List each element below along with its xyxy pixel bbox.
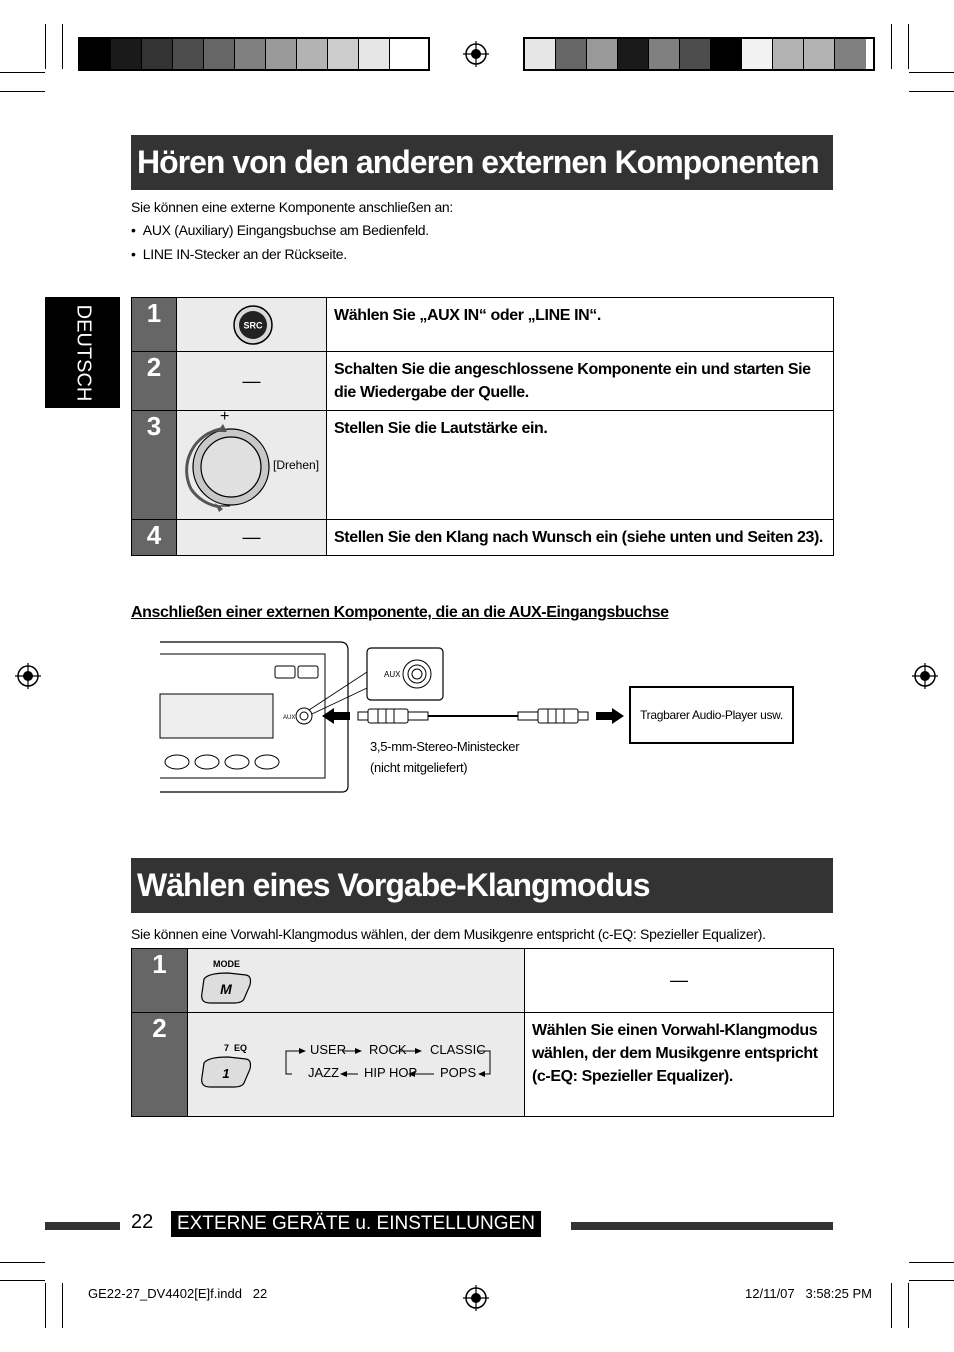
sound-mode-table <box>131 948 834 1117</box>
footer-section-label: EXTERNE GERÄTE u. EINSTELLUNGEN <box>171 1211 541 1237</box>
rotate-label: [Drehen] <box>273 458 320 472</box>
step-number: 1 <box>132 298 177 352</box>
bullet-item: • AUX (Auxiliary) Eingangsbuchse am Bedienfeld. <box>131 222 429 238</box>
crop-mark <box>0 72 45 73</box>
step-number: 2 <box>132 352 177 411</box>
bullet-text: LINE IN-Stecker an der Rückseite. <box>142 246 347 262</box>
registration-mark-icon <box>463 41 489 67</box>
crop-mark <box>909 91 954 92</box>
step-text: Stellen Sie den Klang nach Wunsch ein (siehe unten und Seiten 23). <box>327 520 834 556</box>
timestamp: 12/11/07 3:58:25 PM <box>745 1286 872 1301</box>
step-row <box>132 949 834 1013</box>
eq-key-label: 7 EQ <box>224 1043 248 1053</box>
minus-sign: – <box>221 497 230 514</box>
intro-text: Sie können eine externe Komponente anschließen an: <box>131 199 454 215</box>
mode-option: USER <box>310 1042 347 1057</box>
cable-caption: (nicht mitgeliefert) <box>370 760 468 775</box>
registration-mark-icon <box>912 663 938 689</box>
mode-button-icon[interactable] <box>198 971 253 1005</box>
step-row <box>132 298 834 352</box>
crop-mark <box>908 1283 909 1328</box>
step-row <box>132 352 834 411</box>
crop-mark <box>0 91 45 92</box>
intro-text: Sie können eine Vorwahl-Klangmodus wählen, der dem Musikgenre entspricht (c-EQ: Spezieller Equalizer). <box>131 926 766 942</box>
step-icon-cell <box>177 408 327 520</box>
step-number: 4 <box>132 520 177 556</box>
step-icon-cell <box>188 949 525 1013</box>
crop-mark <box>909 72 954 73</box>
mode-option: HIP HOP <box>364 1065 418 1080</box>
cable-illustration <box>322 700 628 732</box>
cable-caption: 3,5-mm-Stereo-Ministecker <box>370 739 520 754</box>
crop-mark <box>908 24 909 69</box>
aux-small-label: AUX <box>283 715 296 721</box>
page-number: 22 <box>131 1211 154 1233</box>
mode-option: POPS <box>440 1065 477 1080</box>
bullet-text: AUX (Auxiliary) Eingangsbuchse am Bedienfeld. <box>142 222 429 238</box>
step-number: 2 <box>132 1013 188 1117</box>
step-number: 3 <box>132 411 177 520</box>
step-text: — <box>525 949 834 1013</box>
step-icon-cell: — <box>177 520 327 556</box>
step-row <box>132 1013 834 1117</box>
crop-mark <box>891 24 892 69</box>
crop-mark <box>62 1283 63 1328</box>
registration-mark-icon <box>463 1285 489 1311</box>
step-text: Wählen Sie einen Vorwahl-Klangmodus wählen, der dem Musikgenre entspricht (c-EQ: Spezieller Equalizer). <box>525 1013 834 1117</box>
eq-button-icon[interactable] <box>198 1055 253 1089</box>
mode-option: CLASSIC <box>430 1042 486 1057</box>
crop-mark <box>0 1280 45 1281</box>
bullet-item: • LINE IN-Stecker an der Rückseite. <box>131 246 347 262</box>
crop-mark <box>45 1283 46 1328</box>
crop-mark <box>62 24 63 69</box>
step-icon-cell: — <box>177 352 327 411</box>
color-bar-right <box>523 37 875 71</box>
player-box: Tragbarer Audio-Player usw. <box>629 686 794 744</box>
src-label: SRC <box>243 320 263 331</box>
color-bar-left <box>78 37 430 71</box>
aux-label: AUX <box>384 670 401 679</box>
mode-option: ROCK <box>369 1042 407 1057</box>
crop-mark <box>909 1262 954 1263</box>
section-title: Wählen eines Vorgabe-Klangmodus <box>131 858 833 913</box>
step-text: Stellen Sie die Lautstärke ein. <box>327 411 834 520</box>
step-icon-cell <box>177 298 327 352</box>
step-icon-cell <box>188 1013 525 1117</box>
mode-option: JAZZ <box>308 1065 340 1080</box>
step-row <box>132 411 834 520</box>
footer-bar-left <box>45 1222 120 1230</box>
step-row <box>132 520 834 556</box>
crop-mark <box>909 1280 954 1281</box>
file-name: GE22-27_DV4402[E]f.indd 22 <box>88 1286 268 1301</box>
language-tab <box>45 297 120 408</box>
step-text: Wählen Sie „AUX IN“ oder „LINE IN“. <box>327 298 834 352</box>
mode-key-label: MODE <box>213 959 240 969</box>
language-label: DEUTSCH <box>72 304 95 402</box>
src-button-icon[interactable] <box>232 304 274 346</box>
connection-heading: Anschließen einer externen Komponente, die an die AUX-Eingangsbuchse <box>131 604 669 621</box>
step-text: Schalten Sie die angeschlossene Komponente ein und starten Sie die Wiedergabe der Quelle. <box>327 352 834 411</box>
mode-key-letter: M <box>220 981 232 997</box>
crop-mark <box>45 24 46 69</box>
crop-mark <box>891 1283 892 1328</box>
registration-mark-icon <box>15 663 41 689</box>
plus-sign: + <box>220 408 230 425</box>
eq-key-number: 1 <box>222 1066 230 1081</box>
crop-mark <box>0 1262 45 1263</box>
section-title: Hören von den anderen externen Komponenten <box>131 135 833 190</box>
footer-bar-right <box>571 1222 833 1230</box>
steps-table <box>131 297 834 556</box>
step-number: 1 <box>132 949 188 1013</box>
